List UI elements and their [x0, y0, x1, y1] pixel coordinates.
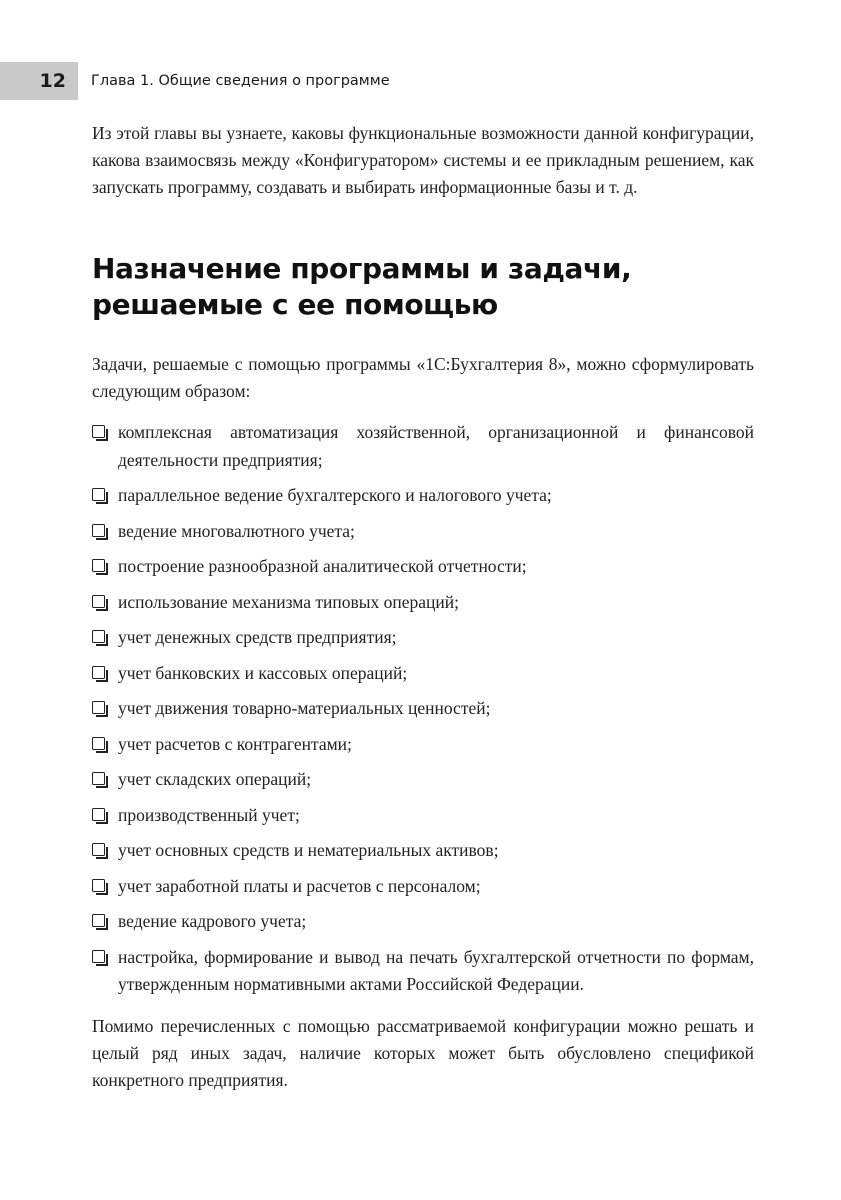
list-item: [92, 518, 754, 546]
list-item: [92, 837, 754, 865]
checkbox-icon: [92, 666, 105, 679]
list-item-text: ведение кадрового учета;: [118, 911, 307, 931]
task-list: [92, 419, 754, 999]
list-item: [92, 731, 754, 759]
checkbox-icon: [92, 879, 105, 892]
checkbox-icon: [92, 737, 105, 750]
list-item: [92, 944, 754, 999]
list-item-text: ведение многовалютного учета;: [118, 520, 355, 541]
closing-paragraph: Помимо перечисленных с помощью рассматриваемой конфигурации можно решать и целый ряд иных задач, наличие которых может быть обусловлено спецификой конкретного предприятия.: [92, 1015, 754, 1090]
checkbox-icon: [92, 595, 105, 608]
checkbox-icon: [92, 772, 105, 785]
list-item: [92, 660, 754, 688]
list-item: [92, 802, 754, 830]
list-item: [92, 419, 754, 474]
checkbox-icon: [92, 425, 105, 438]
checkbox-icon: [92, 488, 105, 501]
list-item-text: использование механизма типовых операций;: [118, 591, 459, 612]
list-item-text: учет заработной платы и расчетов с персоналом;: [118, 875, 481, 896]
list-item: [92, 908, 754, 936]
list-item-text: учет банковских и кассовых операций;: [118, 662, 408, 683]
list-item-text: учет расчетов с контрагентами;: [118, 733, 352, 754]
list-item-text: параллельное ведение бухгалтерского и налогового учета;: [118, 485, 552, 505]
checkbox-icon: [92, 808, 105, 821]
list-item-text: учет основных средств и нематериальных активов;: [118, 840, 499, 860]
page-number-tab: [0, 62, 78, 100]
list-item: [92, 553, 754, 581]
list-item: [92, 766, 754, 794]
list-item: [92, 695, 754, 723]
checkbox-icon: [92, 950, 105, 963]
checkbox-icon: [92, 524, 105, 537]
running-header-chapter-title: Глава 1. Общие сведения о программе: [91, 73, 390, 89]
list-item: [92, 873, 754, 901]
checkbox-icon: [92, 559, 105, 572]
list-item: [92, 482, 754, 510]
checkbox-icon: [92, 630, 105, 643]
list-item-text: учет складских операций;: [118, 769, 312, 789]
list-item: [92, 589, 754, 617]
list-item-text: учет денежных средств предприятия;: [118, 627, 397, 647]
page-content: [92, 120, 754, 1094]
list-item: [92, 624, 754, 652]
section-heading-line-2: решаемые с ее помощью: [92, 288, 498, 321]
intro-paragraph: Из этой главы вы узнаете, каковы функциональные возможности данной конфигурации, какова взаимосвязь между «Конфигуратором» системы и ее прикладным решением, как запускать программу, создавать и выбирать информационные базы и т. д.: [92, 123, 754, 197]
list-item-text: учет движения товарно-материальных ценностей;: [118, 698, 491, 718]
checkbox-icon: [92, 914, 105, 927]
list-item-text: настройка, формирование и вывод на печать бухгалтерской отчетности по формам, утвержденным нормативными актами Российской Федерации.: [118, 946, 754, 994]
list-item-text: построение разнообразной аналитической отчетности;: [118, 556, 527, 576]
lead-paragraph: Задачи, решаемые с помощью программы «1С:Бухгалтерия 8», можно сформулировать следующим образом:: [92, 354, 754, 401]
checkbox-icon: [92, 701, 105, 714]
page-number: 12: [39, 70, 66, 92]
checkbox-icon: [92, 843, 105, 856]
section-heading: [92, 251, 754, 323]
list-item-text: комплексная автоматизация хозяйственной, организационной и финансовой деятельности предприятия;: [118, 422, 754, 470]
section-heading-line-1: Назначение программы и задачи,: [92, 252, 632, 285]
list-item-text: производственный учет;: [118, 804, 300, 825]
